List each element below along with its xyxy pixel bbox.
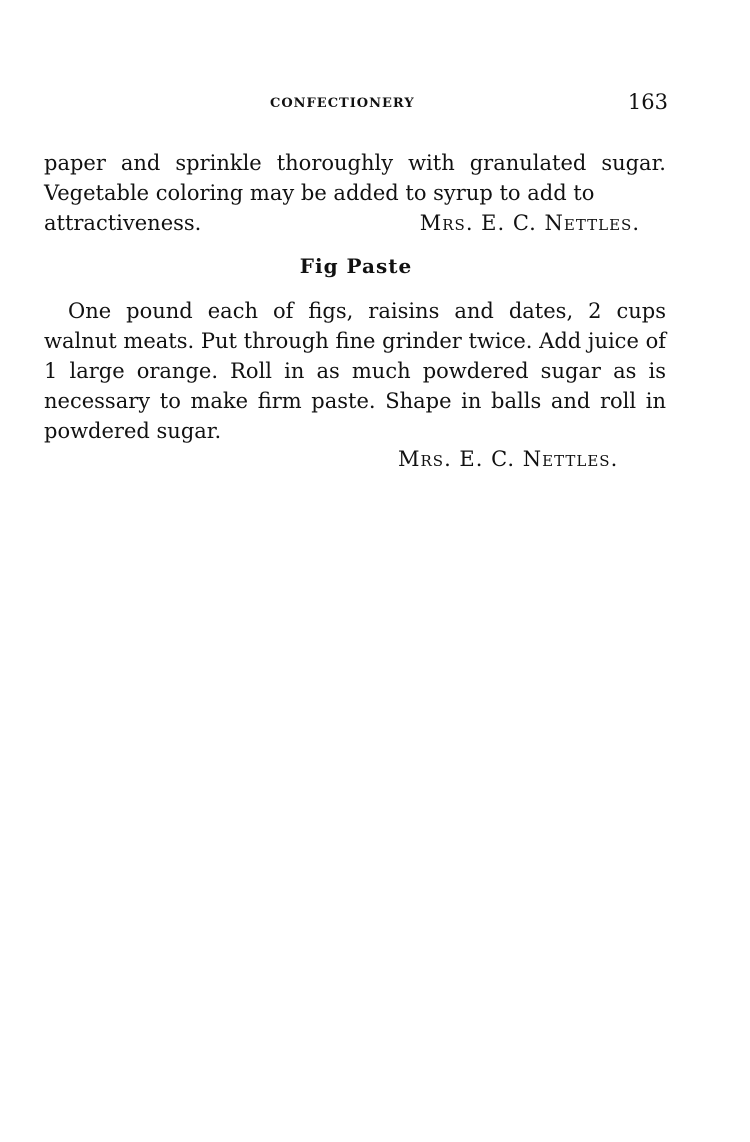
continued-recipe-last-line	[44, 208, 666, 238]
continued-recipe-text: paper and sprinkle thoroughly with granulated sugar. Vegetable coloring may be added to syrup to add to	[44, 151, 666, 205]
fig-paste-paragraph	[44, 296, 666, 446]
fig-paste-text: One pound each of figs, raisins and dates, 2 cups walnut meats. Put through fine grinder twice. Add juice of 1 large orange. Roll in as much powdered sugar as is necessary to make firm paste. Shape in balls and roll in powdered sugar.	[44, 299, 666, 443]
recipe-title: Fig Paste	[299, 254, 413, 278]
running-head: CONFECTIONERY	[270, 96, 415, 111]
continued-recipe-attribution: Mrs. E. C. Nettles.	[419, 211, 640, 235]
continued-recipe-last-words: attractiveness.	[44, 211, 202, 235]
fig-paste-attribution: Mrs. E. C. Nettles.	[398, 447, 619, 471]
continued-recipe-paragraph	[44, 148, 666, 238]
page-number: 163	[627, 90, 668, 114]
page-header	[44, 90, 668, 120]
